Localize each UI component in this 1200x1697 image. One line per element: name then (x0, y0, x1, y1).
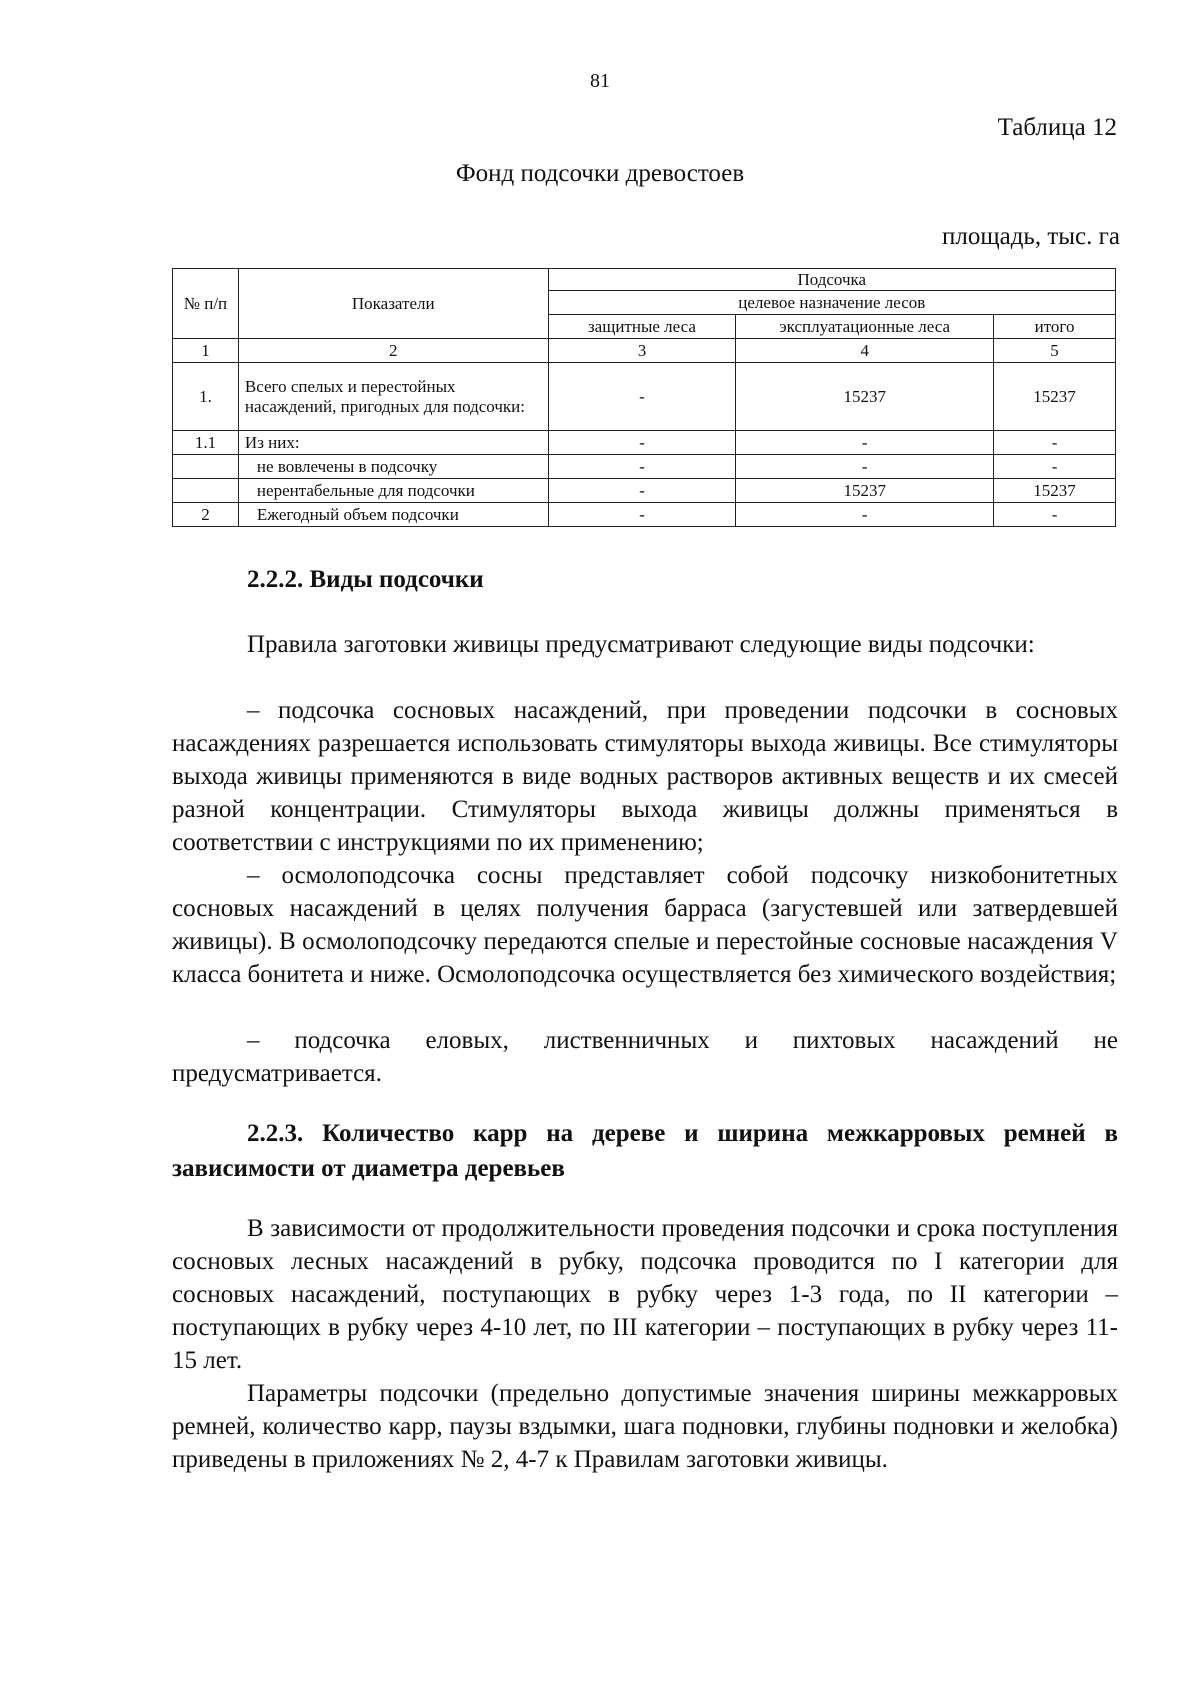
paragraph: В зависимости от продолжительности проведения подсочки и срока поступления сосновых лесных насаждений в рубку, подсочка проводится по I категории для сосновых насаждений, поступающих в рубку через 1-3 года, по II категории – поступающих в рубку через 4-10 лет, по III категории – поступающих в рубку через 11-15 лет. (172, 1215, 1118, 1374)
header-total: итого (994, 315, 1116, 339)
paragraph: Правила заготовки живицы предусматривают следующие виды подсочки: (247, 631, 1035, 658)
table-label: Таблица 12 (997, 114, 1117, 141)
row-exploitation: 15237 (736, 479, 994, 503)
row-protective: - (548, 431, 736, 455)
section-heading-karr-count: 2.2.3. Количество карр на дереве и ширина межкарровых ремней в зависимости от диаметра деревьев (172, 1120, 1118, 1182)
paragraph: Параметры подсочки (предельно допустимые значения ширины межкарровых ремней, количество карр, паузы вздымки, шага подновки, глубины подновки и желобка) приведены в приложениях № 2, 4-7 к Правилам заготовки живицы. (172, 1380, 1118, 1473)
col-number: 2 (238, 339, 548, 363)
header-indicators: Показатели (238, 269, 548, 339)
header-group: Подсочка (548, 269, 1115, 291)
row-protective: - (548, 479, 736, 503)
table-row (173, 479, 1116, 503)
paragraph: – осмолоподсочка сосны представляет собой подсочку низкобонитетных сосновых насаждений в целях получения барраса (загустевшей или затвердевшей живицы). В осмолоподсочку передаются спелые и перестойные сосновые насаждения V класса бонитета и ниже. Осмолоподсочка осуществляется без химического воздействия; (172, 862, 1118, 988)
row-label: Всего спелых и перестойных насаждений, пригодных для подсочки: (238, 363, 548, 431)
row-label: Ежегодный объем подсочки (238, 503, 548, 527)
table-title: Фонд подсочки древостоев (455, 160, 745, 187)
paragraph: – подсочка сосновых насаждений, при проведении подсочки в сосновых насаждениях разрешается использовать стимуляторы выхода живицы. Все стимуляторы выхода живицы применяются в виде водных растворов активных веществ и их смесей разной концентрации. Стимуляторы выхода живицы должны применяться в соответствии с инструкциями по их применению; (172, 697, 1118, 856)
paragraph: – подсочка еловых, лиственничных и пихтовых насаждений не предусматривается. (172, 1027, 1118, 1087)
row-exploitation: - (736, 431, 994, 455)
row-total: - (994, 455, 1116, 479)
row-total: - (994, 431, 1116, 455)
col-number: 4 (736, 339, 994, 363)
row-num: 1. (173, 363, 239, 431)
table-row (173, 363, 1116, 431)
row-label: Из них: (238, 431, 548, 455)
section-heading-tapping-types: 2.2.2. Виды подсочки (247, 566, 484, 593)
table-row (173, 455, 1116, 479)
row-total: 15237 (994, 363, 1116, 431)
row-exploitation: 15237 (736, 363, 994, 431)
row-num: 2 (173, 503, 239, 527)
table-row (173, 503, 1116, 527)
row-num (173, 455, 239, 479)
row-protective: - (548, 363, 736, 431)
row-num: 1.1 (173, 431, 239, 455)
header-num: № п/п (173, 269, 239, 339)
header-exploitation: эксплуатационные леса (736, 315, 994, 339)
row-exploitation: - (736, 503, 994, 527)
col-number: 1 (173, 339, 239, 363)
row-protective: - (548, 503, 736, 527)
row-label: нерентабельные для подсочки (238, 479, 548, 503)
table-row (173, 431, 1116, 455)
page-number: 81 (590, 70, 610, 92)
col-number: 3 (548, 339, 736, 363)
header-subgroup: целевое назначение лесов (548, 291, 1115, 315)
row-label: не вовлечены в подсочку (238, 455, 548, 479)
units-label: площадь, тыс. га (942, 223, 1120, 250)
column-numbers-row (173, 339, 1116, 363)
tapping-fund-table (172, 268, 1116, 527)
row-exploitation: - (736, 455, 994, 479)
col-number: 5 (994, 339, 1116, 363)
row-num (173, 479, 239, 503)
header-protective: защитные леса (548, 315, 736, 339)
row-protective: - (548, 455, 736, 479)
row-total: - (994, 503, 1116, 527)
row-total: 15237 (994, 479, 1116, 503)
